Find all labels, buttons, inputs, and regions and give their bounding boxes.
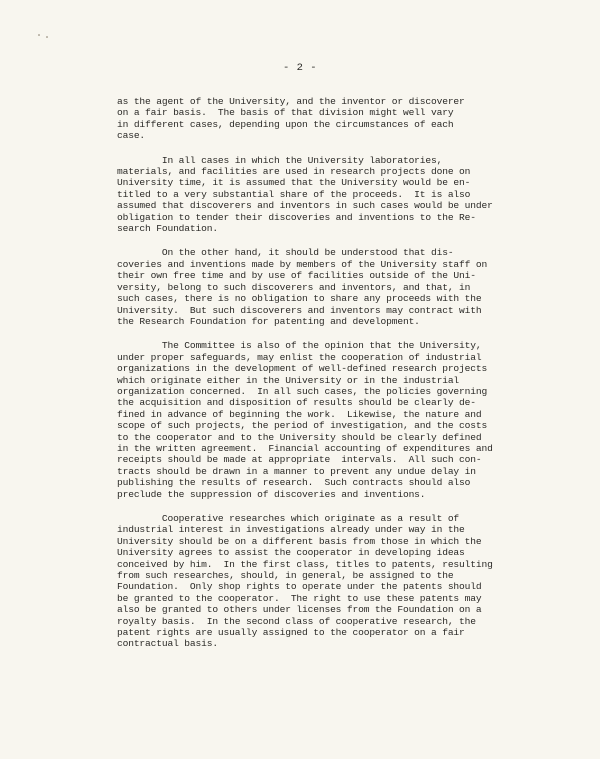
text-line: University agrees to assist the cooperator in developing ideas xyxy=(117,547,465,559)
paragraph xyxy=(117,513,497,650)
text-line: case. xyxy=(117,130,146,142)
text-line: tracts should be drawn in a manner to prevent any undue delay in xyxy=(117,465,476,477)
text-line: industrial interest in investigations already under way in the xyxy=(117,524,465,536)
text-line: materials, and facilities are used in research projects done on xyxy=(117,166,471,178)
text-line: on a fair basis. The basis of that division might well vary xyxy=(117,107,454,119)
text-line: conceived by him. In the first class, titles to patents, resulting xyxy=(117,558,493,570)
text-line: patent rights are usually assigned to the cooperator on a fair xyxy=(117,627,465,639)
text-line: organization concerned. In all such cases, the policies governing xyxy=(117,385,488,397)
text-line: from such researches, should, in general, be assigned to the xyxy=(117,570,454,582)
text-line: in different cases, depending upon the circumstances of each xyxy=(117,118,454,130)
text-line: the acquisition and disposition of results should be clearly de- xyxy=(117,397,476,409)
text-line: in the written agreement. Financial accounting of expenditures and xyxy=(117,442,493,454)
text-line: receipts should be made at appropriate intervals. All such con- xyxy=(117,454,482,466)
page-number: - 2 - xyxy=(282,62,317,74)
text-line: On the other hand, it should be understood that dis- xyxy=(117,247,454,259)
text-line: The Committee is also of the opinion that the University, xyxy=(117,340,482,352)
paragraph xyxy=(117,155,497,235)
text-line: search Foundation. xyxy=(117,223,218,235)
text-line: Cooperative researches which originate as a result of xyxy=(117,513,460,524)
text-line: preclude the suppression of discoveries and inventions. xyxy=(117,488,426,500)
paper-speck xyxy=(38,34,40,36)
text-line: be granted to the cooperator. The right to use these patents may xyxy=(117,592,482,604)
text-line: Foundation. Only shop rights to operate under the patents should xyxy=(117,581,482,593)
text-line: the Research Foundation for patenting and development. xyxy=(117,315,420,327)
text-line: as the agent of the University, and the inventor or discoverer xyxy=(117,96,465,107)
text-line: assumed that discoverers and inventors in such cases would be under xyxy=(117,200,493,212)
body-text xyxy=(117,96,497,663)
text-line: scope of such projects, the period of investigation, and the costs xyxy=(117,420,488,432)
text-line: which originate either in the University or in the industrial xyxy=(117,374,460,386)
paper-speck xyxy=(46,36,48,38)
text-line: their own free time and by use of facilities outside of the Uni- xyxy=(117,270,476,282)
text-line: obligation to tender their discoveries and inventions to the Re- xyxy=(117,211,476,223)
text-line: such cases, there is no obligation to share any proceeds with the xyxy=(117,293,482,305)
text-line: versity, belong to such discoverers and inventors, and that, in xyxy=(117,281,471,293)
paragraph xyxy=(117,96,497,142)
paragraph xyxy=(117,247,497,327)
text-line: under proper safeguards, may enlist the cooperation of industrial xyxy=(117,351,482,363)
text-line: University time, it is assumed that the University would be en- xyxy=(117,177,471,189)
text-line: titled to a very substantial share of the proceeds. It is also xyxy=(117,188,471,200)
text-line: fined in advance of beginning the work. Likewise, the nature and xyxy=(117,408,482,420)
text-line: University. But such discoverers and inventors may contract with xyxy=(117,304,482,316)
text-line: contractual basis. xyxy=(117,638,218,650)
text-line: University should be on a different basis from those in which the xyxy=(117,535,482,547)
text-line: organizations in the development of well-defined research projects xyxy=(117,363,488,375)
text-line: also be granted to others under licenses from the Foundation on a xyxy=(117,604,482,616)
text-line: to the cooperator and to the University should be clearly defined xyxy=(117,431,482,443)
text-line: In all cases in which the University laboratories, xyxy=(117,154,443,166)
text-line: coveries and inventions made by members of the University staff on xyxy=(117,258,488,270)
text-line: royalty basis. In the second class of cooperative research, the xyxy=(117,615,476,627)
paragraph xyxy=(117,340,497,500)
text-line: publishing the results of research. Such contracts should also xyxy=(117,477,471,489)
